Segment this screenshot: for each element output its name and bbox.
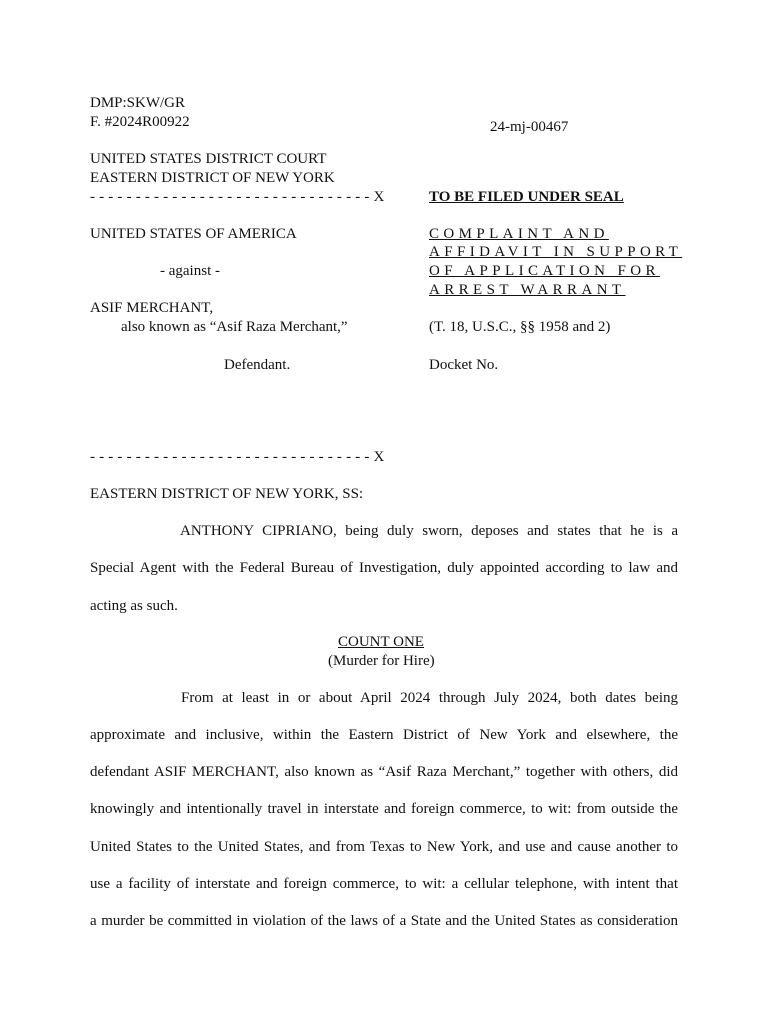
defendant-label: Defendant.: [224, 357, 291, 373]
seal-notice: TO BE FILED UNDER SEAL: [429, 189, 624, 205]
intro-line-1: ANTHONY CIPRIANO, being duly sworn, deposes and states that he is a: [180, 523, 678, 539]
against-label: - against -: [160, 263, 220, 279]
complaint-title-line-1: COMPLAINT AND: [429, 226, 609, 242]
count-line-7: a murder be committed in violation of the laws of a State and the United States as consideration: [90, 913, 678, 929]
court-district: EASTERN DISTRICT OF NEW YORK: [90, 170, 335, 186]
plaintiff: UNITED STATES OF AMERICA: [90, 226, 297, 242]
statute-citation: (T. 18, U.S.C., §§ 1958 and 2): [429, 319, 611, 335]
complaint-title-line-2: AFFIDAVIT IN SUPPORT: [429, 244, 683, 260]
caption-divider-bottom: - - - - - - - - - - - - - - - - - - - - - - - - - - - - - - - X: [90, 449, 385, 465]
count-line-6: use a facility of interstate and foreign commerce, to wit: a cellular telephone, with intent that: [90, 876, 678, 892]
count-line-2: approximate and inclusive, within the Eastern District of New York and elsewhere, the: [90, 727, 678, 743]
count-title: COUNT ONE: [338, 634, 424, 650]
docket-label: Docket No.: [429, 357, 499, 373]
complaint-title-line-3: OF APPLICATION FOR: [429, 263, 660, 279]
count-line-4: knowingly and intentionally travel in interstate and foreign commerce, to wit: from outside the: [90, 801, 678, 817]
court-name: UNITED STATES DISTRICT COURT: [90, 151, 327, 167]
count-line-3: defendant ASIF MERCHANT, also known as “Asif Raza Merchant,” together with others, did: [90, 764, 678, 780]
caption-divider-top: - - - - - - - - - - - - - - - - - - - - - - - - - - - - - - - X: [90, 189, 385, 205]
count-subtitle: (Murder for Hire): [328, 653, 435, 669]
count-line-5: United States to the United States, and from Texas to New York, and use and cause another to: [90, 839, 678, 855]
complaint-title-line-4: ARREST WARRANT: [429, 282, 626, 298]
attorney-initials: DMP:SKW/GR: [90, 95, 186, 111]
count-line-1: From at least in or about April 2024 through July 2024, both dates being: [181, 690, 678, 706]
venue-line: EASTERN DISTRICT OF NEW YORK, SS:: [90, 486, 364, 502]
defendant-alias: also known as “Asif Raza Merchant,”: [121, 319, 348, 335]
file-number: F. #2024R00922: [90, 114, 190, 130]
defendant-name: ASIF MERCHANT,: [90, 300, 214, 316]
case-number: 24-mj-00467: [490, 119, 569, 135]
intro-line-3: acting as such.: [90, 598, 178, 614]
intro-line-2: Special Agent with the Federal Bureau of Investigation, duly appointed according to law and: [90, 560, 678, 576]
